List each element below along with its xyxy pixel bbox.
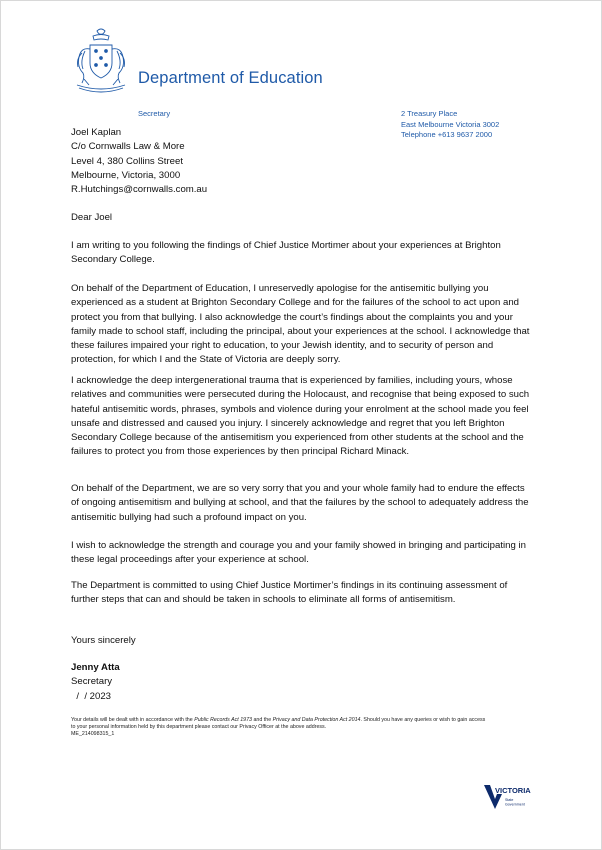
signature-block [71, 661, 120, 704]
paragraph: On behalf of the Department of Education, I unreservedly apologise for the antisemitic bullying you experienced as a student at Brighton Secondary College and for the failures of the school to act upon and protect you from that bullying. I also acknowledge the court’s findings about the complaints you and your family made to school staff, including the principal, about your experiences at the school. I acknowledge that these failures impaired your right to education, to your Jewish identity, and to security of person and protection, for which I and the State of Victoria are deeply sorry. [71, 283, 530, 366]
privacy-text: and the [252, 717, 273, 723]
paragraph: I am writing to you following the findings of Chief Justice Mortimer about your experiences at Brighton Secondary College. [71, 240, 501, 266]
paragraph: I wish to acknowledge the strength and courage you and your family showed in bringing and participating in these legal proceedings after your experience at school. [71, 540, 526, 566]
victoria-logo-subtext: Government [505, 802, 525, 807]
salutation: Dear Joel [71, 212, 113, 223]
address-line: 2 Treasury Place [401, 109, 458, 118]
recipient-block [71, 126, 207, 197]
department-title: Department of Education [138, 69, 323, 87]
victoria-state-government-logo-icon [483, 781, 539, 815]
address-line: East Melbourne Victoria 3002 [401, 119, 500, 129]
telephone-line: Telephone +613 9637 2000 [401, 130, 493, 139]
signatory-title: Secretary [71, 676, 113, 688]
privacy-footer [71, 717, 491, 738]
sender-role: Secretary [138, 109, 171, 118]
victoria-logo-text: VICTORIA [495, 786, 531, 795]
act-name: Public Records Act 1973 [194, 717, 252, 723]
privacy-text: . Should you have any queries or wish to gain access to your personal information held by this department please contact our Privacy Officer at the above address. [71, 717, 486, 730]
sender-address [401, 109, 499, 141]
recipient-address-line: Level 4, 380 Collins Street [71, 155, 183, 167]
victoria-logo-subtext: State [505, 798, 514, 802]
paragraph: I acknowledge the deep intergenerational trauma that is experienced by families, including yours, whose relatives and communities were persecuted during the Holocaust, and recognise that being exposed to such hateful antisemitic words, phrases, symbols and violence during your enrolment at the school made you feel unsafe and distressed and caused you injury. I sincerely acknowledge and regret that you left Brighton Secondary College because of the antisemitism you experienced from other students at the school and the failures to protect you from those experiences by then principal Richard Minack. [71, 375, 530, 458]
signatory-name: Jenny Atta [71, 662, 120, 673]
recipient-care-of: C/o Cornwalls Law & More [71, 141, 185, 153]
privacy-text: Your details will be dealt with in accordance with the [71, 717, 195, 723]
coat-of-arms-icon [71, 27, 131, 97]
recipient-address-line: Melbourne, Victoria, 3000 [71, 169, 181, 181]
closing: Yours sincerely [71, 635, 136, 646]
paragraph: On behalf of the Department, we are so very sorry that you and your whole family had to endure the effects of ongoing antisemitism and bullying at school, and that the failures by the school to adequately address the antisemitic bullying had such a profound impact on you. [71, 483, 529, 523]
act-name: Privacy and Data Protection Act 2014 [272, 717, 361, 723]
signature-date: / / 2023 [71, 690, 112, 702]
paragraph: The Department is committed to using Chief Justice Mortimer’s findings in its continuing assessment of further steps that can and should be taken in schools to eliminate all forms of antisemitism. [71, 580, 508, 606]
recipient-email: R.Hutchings@cornwalls.com.au [71, 184, 208, 196]
document-reference: ME_214098315_1 [71, 731, 115, 737]
recipient-name: Joel Kaplan [71, 127, 122, 138]
